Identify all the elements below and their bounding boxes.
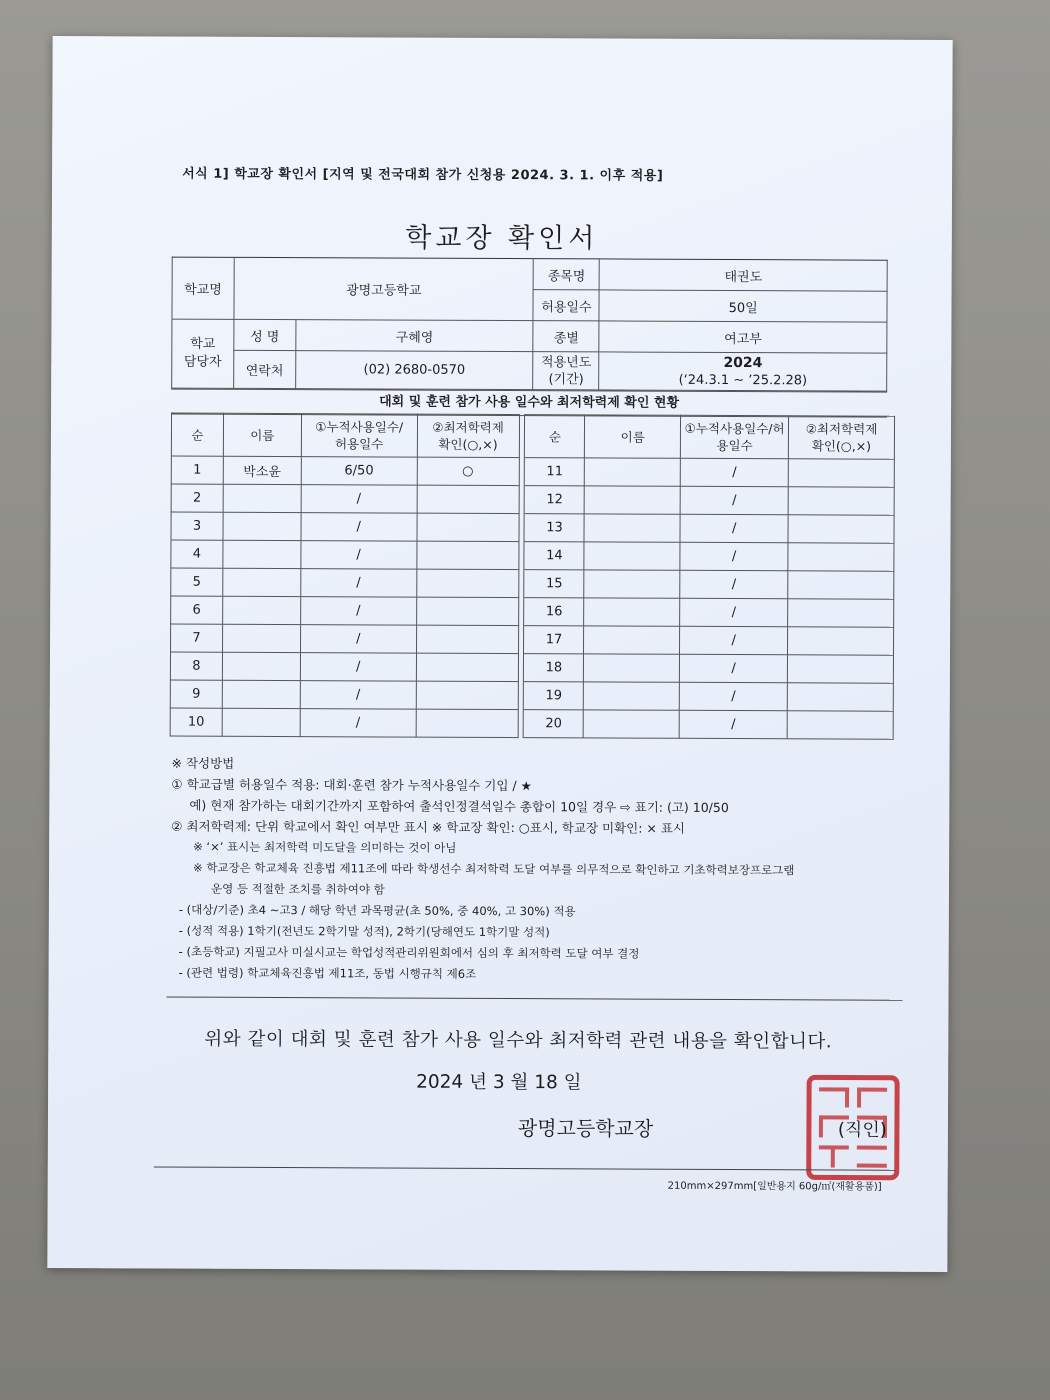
row-days-right: / [680,570,788,598]
row-no-right: 17 [524,626,584,654]
row-days-right: / [680,598,788,626]
note-dash-2: - (성적 적용) 1학기(전년도 2학기말 성적), 2학기(당해연도 1학기말 성적) [178,923,550,940]
row-name-left [223,512,301,540]
row-check-left [416,541,518,569]
year-cell [599,352,887,391]
days-value: 50일 [599,290,887,322]
row-check-left [416,625,518,653]
header-days-right: ①누적사용일수/허 용일수 [681,415,789,458]
days-label: 허용일수 [533,290,599,321]
row-no-right: 19 [524,682,584,710]
name-label: 성 명 [234,319,296,350]
row-name-right [584,570,680,598]
header-name-right: 이름 [585,415,681,458]
table-row [171,484,894,515]
header-check-right: ②최저학력제 확인(○,×) [788,416,894,459]
header-check-left: ②최저학력제 확인(○,×) [417,414,519,457]
row-name-left [222,624,300,652]
row-check-right [788,599,894,627]
row-days-left: / [301,513,417,542]
school-value: 광명고등학교 [234,257,534,320]
contact-value: (02) 2680-0570 [295,351,533,390]
status-table [170,413,895,740]
row-name-left: 박소윤 [223,456,301,484]
row-name-right [584,598,680,626]
row-check-right [788,627,894,655]
row-no-right: 15 [524,570,584,598]
row-check-right [788,515,894,543]
row-no-left: 7 [171,624,223,652]
row-days-right: / [680,458,788,486]
document-page [47,36,952,1272]
row-days-left: / [300,597,416,626]
row-days-left: / [301,485,417,514]
row-no-left: 2 [171,484,223,512]
row-check-left [416,653,518,681]
sport-value: 태권도 [599,259,887,291]
year-value: 2024 [723,354,763,371]
row-name-right [584,710,680,738]
row-no-right: 18 [524,654,584,682]
row-days-right: / [679,710,787,738]
row-no-right: 11 [525,458,585,486]
name-value: 구혜영 [296,320,534,352]
row-no-left: 1 [171,456,223,484]
note-item-2-sub1: ※ ‘×’ 표시는 최저학력 미도달을 의미하는 것이 아님 [193,839,457,855]
year-label: 적용년도 (기간) [533,352,599,390]
row-check-right [788,459,894,487]
note-item-1-example: 예) 현재 참가하는 대회기간까지 포함하여 출석인정결석일수 총합이 10일 경우 ⇨ 표기: (고) 10/50 [189,797,729,815]
row-days-left: 6/50 [301,457,417,486]
footer-line [154,1166,896,1170]
table-row [171,540,894,571]
row-days-right: / [680,514,788,542]
category-value: 여고부 [599,321,887,353]
row-name-left [223,540,301,568]
row-no-right: 12 [525,486,585,514]
row-name-right [584,514,680,542]
issue-date: 2024 년 3 월 18 일 [416,1071,582,1094]
row-check-left [416,681,518,709]
section-title: 대회 및 훈련 참가 사용 일수와 최저학력제 확인 현황 [171,389,887,418]
table-row [171,456,894,487]
table-row [171,512,894,543]
row-days-right: / [680,626,788,654]
note-item-2: ② 최저학력제: 단위 학교에서 확인 여부만 표시 ※ 학교장 확인: ○표시, 학교장 미확인: × 표시 [171,818,686,836]
note-dash-3: - (초등학교) 지필고사 미실시교는 학업성적관리위원회에서 심의 후 최저학력 도달 여부 결정 [178,944,640,961]
seal-label: (직인) [837,1119,887,1141]
row-check-right [788,543,894,571]
table-row [171,624,894,655]
notes-heading: ※ 작성방법 [171,755,235,771]
row-name-right [584,654,680,682]
row-check-right [787,711,893,739]
row-days-left: / [301,541,417,570]
school-label: 학교명 [172,257,234,319]
year-period: (‘24.3.1 ~ ’25.2.28) [678,372,808,388]
row-no-left: 10 [170,708,222,736]
row-days-left: / [300,625,416,654]
note-dash-1: - (대상/기준) 초4 ~고3 / 해당 학년 과목평균(초 50%, 중 40%, 고 30%) 적용 [178,902,576,919]
row-name-right [584,542,680,570]
row-no-right: 20 [524,710,584,738]
row-no-left: 8 [170,652,222,680]
row-name-left [223,596,301,624]
row-name-right [584,682,680,710]
row-days-right: / [680,486,788,514]
info-table [171,257,888,392]
row-check-left [416,597,518,625]
principal-signature: 광명고등학교장 [517,1116,654,1141]
row-days-left: / [300,709,416,738]
contact-label: 연락처 [234,350,296,388]
row-no-left: 5 [171,568,223,596]
header-no-right: 순 [525,415,585,458]
row-name-left [222,708,300,736]
row-name-right [584,626,680,654]
row-no-left: 4 [171,540,223,568]
table-row [170,652,893,683]
table-row [171,596,894,627]
row-days-right: / [679,682,787,710]
row-check-right [788,571,894,599]
header-name-left: 이름 [223,413,301,456]
row-name-left [223,568,301,596]
row-name-left [222,680,300,708]
sport-label: 종목명 [534,259,600,290]
paper-spec: 210mm×297mm[일반용지 60g/㎡(재활용품)] [667,1180,882,1193]
form-header: 서식 1] 학교장 확인서 [지역 및 전국대회 참가 신청용 2024. 3. 1. 이후 적용] [182,166,664,184]
row-no-right: 14 [524,542,584,570]
manager-label: 학교 담당자 [172,319,234,388]
row-days-right: / [680,542,788,570]
row-check-left [417,513,519,541]
row-check-right [788,487,894,515]
table-row [170,680,893,711]
row-name-left [223,484,301,512]
instructions [171,753,912,987]
row-no-left: 6 [171,596,223,624]
row-name-right [585,458,681,486]
note-item-2-sub2b: 운영 등 적절한 조치를 취하여야 함 [210,881,385,897]
note-dash-4: - (관련 법령) 학교체육진흥법 제11조, 동법 시행규칙 제6조 [178,965,477,981]
row-days-left: / [300,653,416,682]
table-row [171,568,894,599]
row-days-left: / [300,681,416,710]
note-item-2-sub2: ※ 학교장은 학교체육 진흥법 제11조에 따라 학생선수 최저학력 도달 여부를 의무적으로 확인하고 기초학력보장프로그램 [193,860,795,878]
row-check-right [787,655,893,683]
row-days-left: / [301,569,417,598]
row-no-left: 9 [170,680,222,708]
row-no-right: 16 [524,598,584,626]
note-item-1: ① 학교급별 허용일수 적용: 대회·훈련 참가 누적사용일수 기입 / ★ [171,776,532,794]
row-no-left: 3 [171,512,223,540]
document-title: 학교장 확인서 [405,222,599,255]
table-row [170,708,893,739]
row-check-left: ○ [417,457,519,485]
category-label: 종별 [533,321,599,352]
row-name-right [585,486,681,514]
row-name-left [222,652,300,680]
row-check-left [416,709,518,737]
row-no-right: 13 [524,514,584,542]
row-days-right: / [680,654,788,682]
header-days-left: ①누적사용일수/ 허용일수 [301,414,417,458]
row-check-left [416,569,518,597]
header-no-left: 순 [171,413,223,456]
divider-line [166,997,902,1001]
row-check-right [787,683,893,711]
status-rows [170,456,894,739]
row-check-left [417,485,519,513]
confirmation-statement: 위와 같이 대회 및 훈련 참가 사용 일수와 최저학력 관련 내용을 확인합니다. [204,1028,833,1053]
